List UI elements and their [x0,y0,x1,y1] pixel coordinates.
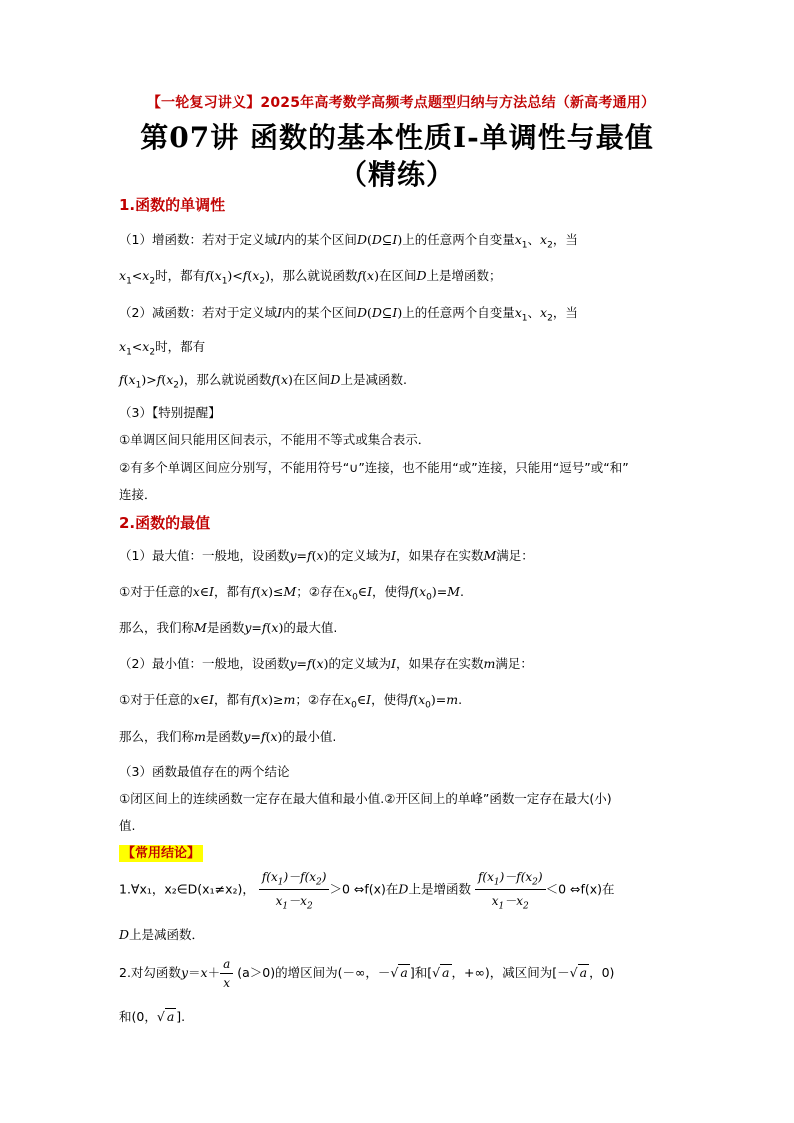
decreasing-def-line3: $f(x_1)>f(x_2)$，那么就说函数f(x)在区间D上是减函数. [119,372,407,391]
common-conclusions-badge: 【常用结论】 [119,842,203,861]
max-def-line2: ①对于任意的x∈I，都有f(x)≤M；②存在$x_0\in I$，使得$f(x_0)=M$. [119,584,465,603]
reminder-note-2: ②有多个单调区间应分别写，不能用符号“∪”连接，也不能用“或”连接，只能用“逗号”或“和” [119,460,629,475]
section2-heading: 2.函数的最值 [119,514,211,532]
page-subtitle: （精练） [338,158,455,191]
max-def-line1: （1）最大值：一般地，设函数y=f(x)的定义域为I，如果存在实数M满足： [119,548,534,563]
difference-quotient-fraction-dec: $\frac{f(x_1)-f(x_2)}{x_1-x_2}$ [475,868,546,912]
special-reminder: （3）【特别提醒】 [119,405,221,420]
increasing-def-line1: （1）增函数：若对于定义域I内的某个区间D(D⊆I)上的任意两个自变量$x_1$、$x_2$，当 [119,232,578,251]
increasing-def-line2: $x_1<x_2$时，都有$f(x_1)<f(x_2)$，那么就说函数f(x)在区间D上是增函数； [119,268,502,287]
min-def-line3: 那么，我们称m是函数y=f(x)的最小值. [119,729,337,744]
conclusion-2: 2.对勾函数y＝x＋ $\frac{a}{x}$ (a＞0)的增区间为(－∞，－√ a ]和[√ a ，+∞)，减区间为[－√ a ，0) [119,957,615,990]
difference-quotient-fraction-inc: $\frac{f(x_1)-f(x_2)}{x_1-x_2}$ [259,868,330,912]
decreasing-def-line2: $x_1<x_2$时，都有 [119,339,206,358]
document-header: 【一轮复习讲义】2025年高考数学高频考点题型归纳与方法总结（新高考通用） [146,95,656,111]
conclusion-1: 1.∀x₁，x₂∈D(x₁≠x₂)， $\frac{f(x_1)-f(x_2)}{x_1-x_2}$ ＞0 ⇔f(x)在D上是增函数 $\frac{f(x_1)-f(x_2)}{x_1-x_2}$ ＜0 ⇔f(x)在 [119,870,615,912]
conclusion-heading: （3）函数最值存在的两个结论 [119,764,290,779]
conclusion-text-cont: 值. [119,818,136,833]
min-def-line2: ①对于任意的x∈I，都有f(x)≥m；②存在$x_0\in I$，使得$f(x_0)=m$. [119,692,463,711]
section1-heading: 1.函数的单调性 [119,196,226,214]
min-def-line1: （2）最小值：一般地，设函数y=f(x)的定义域为I，如果存在实数m满足： [119,656,533,671]
conclusion-2-cont: 和(0，√ a ]. [119,1009,186,1024]
reminder-note-1: ①单调区间只能用区间表示，不能用不等式或集合表示． [119,432,431,447]
conclusion-1-cont: D上是减函数． [119,927,205,942]
page-title: 第07讲 函数的基本性质Ⅰ-单调性与最值 [140,121,654,154]
conclusion-text: ①闭区间上的连续函数一定存在最大值和最小值.②开区间上的单峰”函数一定存在最大(小) [119,791,612,806]
reminder-note-2-cont: 连接． [119,487,157,502]
decreasing-def-line1: （2）减函数：若对于定义域I内的某个区间D(D⊆I)上的任意两个自变量$x_1$、$x_2$，当 [119,305,578,324]
max-def-line3: 那么，我们称M是函数y=f(x)的最大值. [119,620,338,635]
